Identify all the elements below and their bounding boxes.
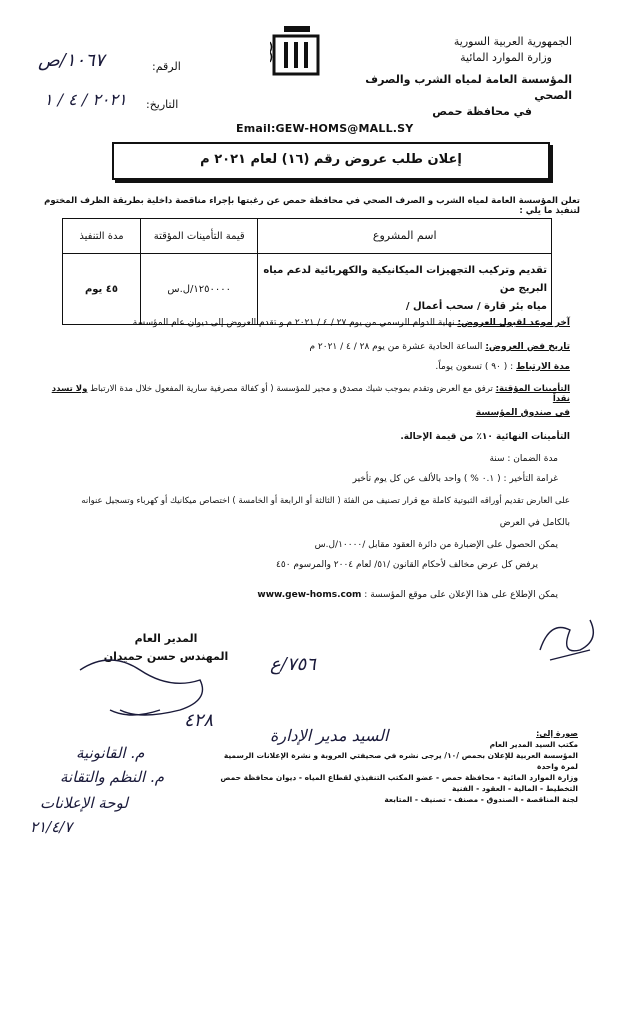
- handwritten-list-1: م. القانونية: [76, 744, 145, 762]
- project-name-line2: مياه بئر قارة / سحب أعمال /: [405, 301, 547, 312]
- copies-item: لجنة المناقصة - الصندوق - مصنف - تصنيف - المتابعة: [384, 795, 578, 804]
- opening-text: الساعة الحادية عشرة من يوم ٢٨ / ٤ / ٢٠٢١ م: [309, 342, 483, 352]
- announcement-title: إعلان طلب عروض رقم (١٦) لعام ٢٠٢١ م: [200, 152, 462, 167]
- warranty: مدة الضمان : سنة: [489, 454, 558, 464]
- commitment-label: مدة الارتباط: [516, 362, 570, 372]
- handwritten-list-3: لوحة الإعلانات: [40, 794, 128, 812]
- establishment-name: المؤسسة العامة لمياه الشرب والصرف الصحي: [365, 73, 572, 102]
- email-address: Email:GEW-HOMS@MALL.SY: [236, 122, 414, 135]
- handwritten-date: ٢١/٤/٧: [30, 818, 73, 836]
- ministry-name: وزارة الموارد المائية: [460, 51, 552, 64]
- governorate-name: في محافظة حمص: [432, 105, 532, 118]
- copies-item: وزارة الموارد المائية - محافظة حمص - عضو المكتب التنفيذي لقطاع المياه - ديوان محافظة حمص التخطيط - المالية - العقود - الفنية: [220, 773, 578, 793]
- rejection-line: [18, 560, 538, 570]
- deadline-label: آخر موعد لقبول العروض:: [457, 318, 570, 328]
- final-insurance-line: [50, 432, 570, 442]
- project-name-line1: تقديم وتركيب التجهيزات الميكانيكية والكهربائية لدعم مياه البريج من: [263, 265, 547, 294]
- classification-2: بالكامل في العرض: [499, 518, 570, 528]
- table-row: [63, 254, 552, 325]
- opening-line: [50, 342, 570, 352]
- reference-number: ١٠٦٧/ص: [38, 50, 105, 71]
- duration-cell: ٤٥ يوم: [63, 254, 141, 325]
- insurance-bold: ولا تسدد نقداً: [51, 384, 570, 404]
- handwritten-list-2: م. النظم والتقانة: [60, 768, 165, 786]
- header-insurance: قيمة التأمينات المؤقتة: [140, 219, 257, 254]
- date-label: التاريخ:: [146, 98, 179, 111]
- folder-line: [38, 540, 570, 550]
- insurance-cell: ١٢٥٠٠٠٠/ل.س: [140, 254, 257, 325]
- project-name-cell: [258, 254, 552, 325]
- copies-item: المؤسسة العربية للإعلان بحمص /١٠/ يرجى نشره في صحيفتي العروبة و نشرة الإعلانات الرسمية لمرة واحدة: [223, 751, 578, 771]
- handwritten-note-a: ٧٥٦/ع: [270, 654, 316, 675]
- signature-title: المدير العام: [134, 632, 198, 645]
- classification: على العارض تقديم أوراقه الثبوتية كاملة مع قرار تصنيف من الفئة ( الثالثة أو الرابعة أو الخامسة ) اختصاص ميكانيك أو كهرباء وتسجيل عنوانه: [81, 496, 570, 506]
- table-header-row: [63, 219, 552, 254]
- penalty: غرامة التأخير : ( ٠.١ % ) واحد بالألف عن كل يوم تأخير: [352, 474, 558, 484]
- country-name: الجمهورية العربية السورية: [453, 35, 572, 48]
- header-project-name: اسم المشروع: [258, 219, 552, 254]
- date-value: ٢٠٢١ / ٤ / ١: [44, 90, 127, 109]
- insurance-fund: في صندوق المؤسسة: [475, 408, 570, 418]
- initials-scribble: [530, 610, 600, 670]
- establishment-logo: [270, 22, 322, 78]
- insurance-line: [50, 384, 570, 404]
- copies-block: [218, 728, 578, 805]
- final-insurance: التأمينات النهائية ١٠٪ من قيمة الإحالة.: [400, 432, 570, 442]
- project-table: [62, 218, 552, 325]
- warranty-line: [38, 454, 570, 464]
- penalty-line: [38, 474, 570, 484]
- website-line: [38, 590, 570, 600]
- opening-label: تاريخ فض العروض:: [485, 342, 570, 352]
- insurance-label: التأمينات المؤقتة:: [495, 384, 570, 394]
- announcement-title-box: [112, 142, 550, 180]
- deadline-text: نهاية الدوام الرسمي من يوم ٢٧ / ٤ / ٢٠٢١ م و تقدم العروض إلى ديوان عام المؤسسة: [132, 318, 455, 328]
- classification-line: [50, 496, 570, 506]
- classification-line-2: [50, 518, 570, 528]
- copies-title: صورة إلى:: [536, 729, 578, 738]
- commitment-text: : ( ٩٠ ) تسعون يوماً.: [435, 362, 514, 372]
- header-duration: مدة التنفيذ: [63, 219, 141, 254]
- rejection-text: يرفض كل عرض مخالف لأحكام القانون /٥١/ لعام ٢٠٠٤ والمرسوم ٤٥٠: [276, 560, 538, 570]
- insurance-text: ترفق مع العرض وتقدم بموجب شيك مصدق و مجير للمؤسسة ( أو كفالة مصرفية سارية المفعول خلال مدة الارتباط: [90, 384, 493, 394]
- website-url[interactable]: www.gew-homs.com: [257, 590, 362, 600]
- copies-item: مكتب السيد المدير العام: [489, 740, 578, 749]
- signature-name: المهندس حسن حميدان: [103, 650, 229, 663]
- commitment-line: [50, 362, 570, 372]
- intro-text: تعلن المؤسسة العامة لمياه الشرب و الصرف الصحي في محافظة حمص عن رغبتها بإجراء مناقصة داخلية بطريقة الظرف المختوم لتنفيذ ما يلي :: [44, 196, 580, 216]
- letterhead: [342, 34, 572, 120]
- reference-label: الرقم:: [152, 60, 181, 73]
- handwritten-note-b: ٤٢٨: [184, 710, 214, 731]
- handwritten-note-c: السيد مدير الإدارة: [270, 726, 389, 745]
- website-text: يمكن الإطلاع على هذا الإعلان على موقع المؤسسة :: [364, 590, 558, 600]
- deadline-line: [50, 318, 570, 328]
- folder-text: يمكن الحصول على الإضبارة من دائرة العقود مقابل /١٠٠٠٠/ل.س: [314, 540, 558, 550]
- signature-scribble: [70, 640, 260, 740]
- insurance-fund-line: [50, 408, 570, 418]
